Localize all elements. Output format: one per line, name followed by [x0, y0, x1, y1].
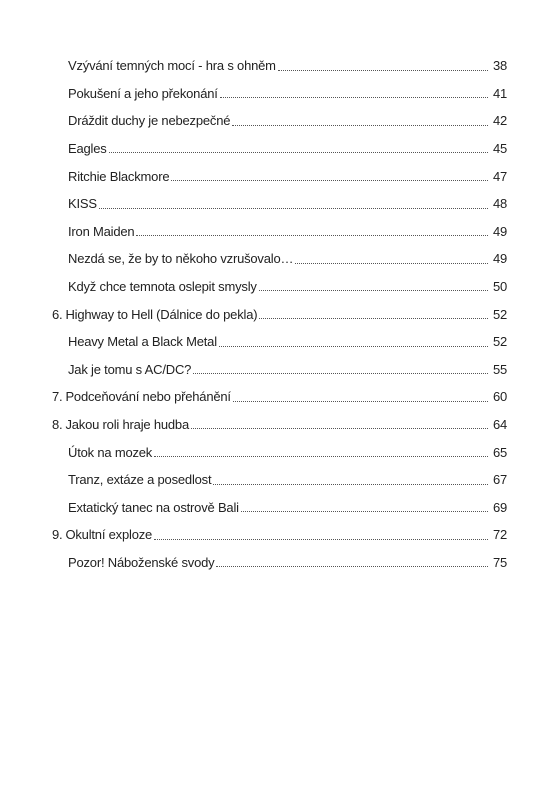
toc-chapter-entry — [0, 383, 559, 411]
toc-section-entry — [0, 245, 559, 273]
dot-leader — [241, 511, 488, 512]
toc-entry-title: Pokušení a jeho překonání — [68, 85, 218, 101]
toc-page-number: 64 — [492, 417, 507, 433]
dot-leader — [136, 235, 488, 236]
toc-page-number: 67 — [492, 472, 507, 488]
toc-entry-title: Iron Maiden — [68, 223, 135, 239]
dot-leader — [278, 70, 488, 71]
toc-entry-title: Okultní exploze — [65, 527, 153, 543]
toc-page-number: 75 — [492, 554, 507, 570]
toc-section-entry — [0, 135, 559, 163]
dot-leader — [233, 401, 488, 402]
toc-page-number: 47 — [492, 168, 507, 184]
toc-page-number: 69 — [492, 499, 507, 515]
dot-leader — [191, 428, 488, 429]
toc-page-number: 55 — [492, 361, 507, 377]
toc-entry-title: Když chce temnota oslepit smysly — [68, 279, 257, 295]
toc-section-entry — [0, 438, 559, 466]
dot-leader — [154, 539, 488, 540]
toc-chapter-number: 9. — [52, 527, 63, 543]
toc-entry-title: Jak je tomu s AC/DC? — [68, 361, 192, 377]
toc-chapter-entry — [0, 411, 559, 439]
toc-entry-title: Extatický tanec na ostrově Bali — [68, 499, 239, 515]
toc-section-entry — [0, 190, 559, 218]
dot-leader — [232, 125, 488, 126]
toc-page-number: 48 — [492, 196, 507, 212]
toc-entry-title: KISS — [68, 196, 97, 212]
toc-page-number: 45 — [492, 141, 507, 157]
toc-entry-title: Pozor! Náboženské svody — [68, 554, 215, 570]
toc-page-number: 50 — [492, 279, 507, 295]
toc-page-number: 42 — [492, 113, 507, 129]
dot-leader — [219, 346, 488, 347]
toc-entry-title: Nezdá se, že by to někoho vzrušovalo… — [68, 251, 294, 267]
toc-section-entry — [0, 107, 559, 135]
dot-leader — [193, 373, 488, 374]
dot-leader — [216, 566, 488, 567]
toc-entry-title: Podceňování nebo přehánění — [65, 389, 231, 405]
toc-section-entry — [0, 273, 559, 301]
dot-leader — [295, 263, 488, 264]
toc-section-entry — [0, 218, 559, 246]
toc-entry-title: Dráždit duchy je nebezpečné — [68, 113, 231, 129]
toc-section-entry — [0, 549, 559, 577]
toc-entry-title: Jakou roli hraje hudba — [65, 417, 189, 433]
dot-leader — [259, 318, 488, 319]
toc-page-number: 52 — [492, 306, 507, 322]
toc-chapter-entry — [0, 300, 559, 328]
toc-page-number: 72 — [492, 527, 507, 543]
toc-entry-title: Heavy Metal a Black Metal — [68, 334, 217, 350]
dot-leader — [259, 290, 488, 291]
toc-entry-title: Útok na mozek — [68, 444, 153, 460]
toc-page-number: 41 — [492, 85, 507, 101]
toc-chapter-number: 8. — [52, 417, 63, 433]
toc-section-entry — [0, 162, 559, 190]
dot-leader — [154, 456, 488, 457]
dot-leader — [99, 208, 488, 209]
toc-chapter-entry — [0, 521, 559, 549]
toc-section-entry — [0, 466, 559, 494]
toc-entry-title: Vzývání temných mocí - hra s ohněm — [68, 58, 276, 74]
toc-section-entry — [0, 80, 559, 108]
toc-chapter-number: 6. — [52, 306, 63, 322]
toc-chapter-number: 7. — [52, 389, 63, 405]
toc-entry-title: Ritchie Blackmore — [68, 168, 170, 184]
toc-section-entry — [0, 494, 559, 522]
dot-leader — [109, 152, 488, 153]
toc-section-entry — [0, 356, 559, 384]
toc-page-number: 49 — [492, 223, 507, 239]
toc-page-number: 38 — [492, 58, 507, 74]
toc-entry-title: Eagles — [68, 141, 107, 157]
toc-entry-title: Tranz, extáze a posedlost — [68, 472, 212, 488]
dot-leader — [220, 97, 488, 98]
toc-page-number: 52 — [492, 334, 507, 350]
toc-page-number: 65 — [492, 444, 507, 460]
dot-leader — [213, 484, 488, 485]
table-of-contents — [0, 52, 559, 576]
toc-section-entry — [0, 328, 559, 356]
toc-entry-title: Highway to Hell (Dálnice do pekla) — [65, 306, 258, 322]
toc-page-number: 60 — [492, 389, 507, 405]
toc-section-entry — [0, 52, 559, 80]
dot-leader — [171, 180, 488, 181]
toc-page-number: 49 — [492, 251, 507, 267]
